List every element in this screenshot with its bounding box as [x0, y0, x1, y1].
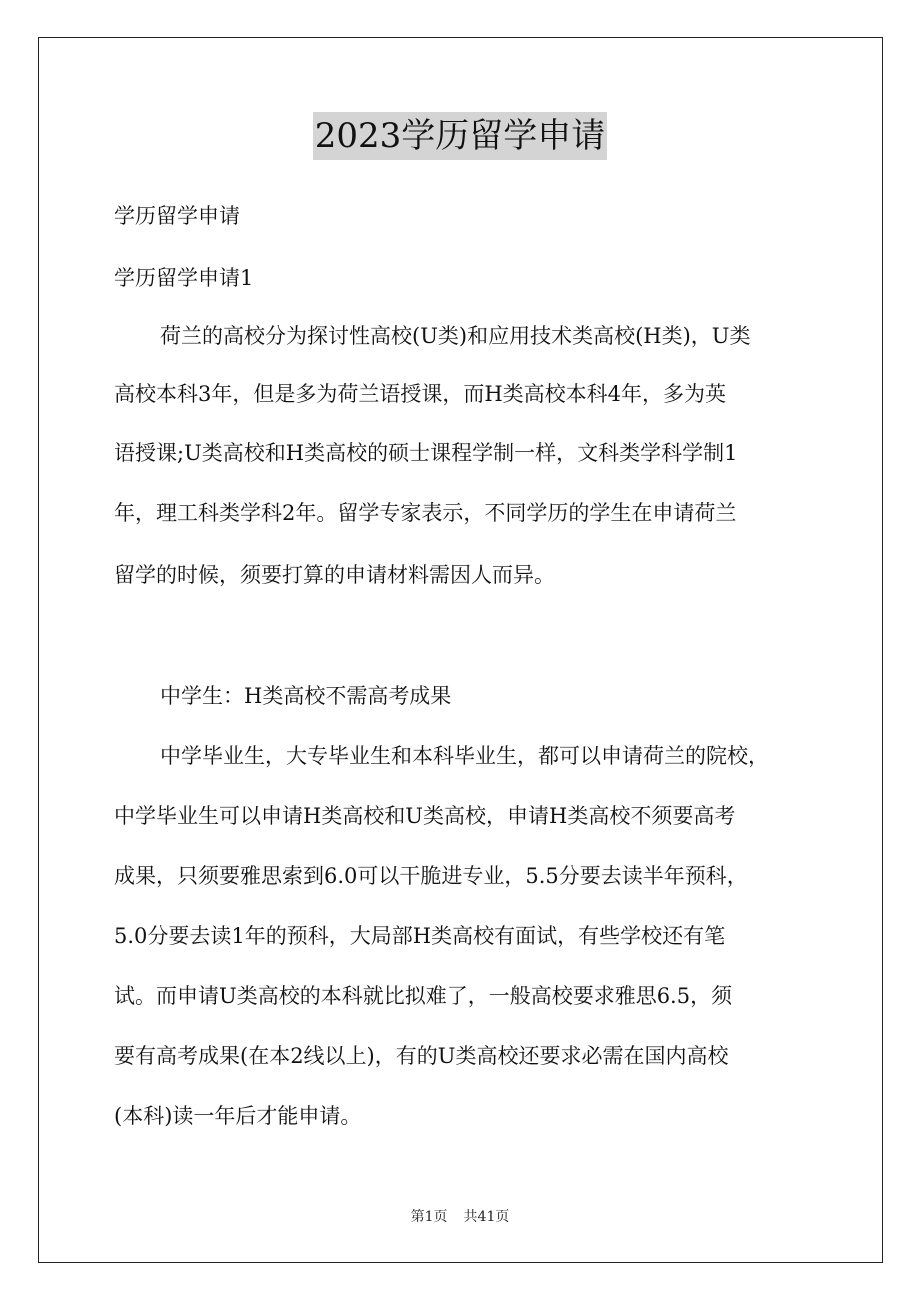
- subheading: 中学生：H类高校不需高考成果: [160, 684, 452, 708]
- paragraph2-line: 成果，只须要雅思索到6.0可以干脆进专业，5.5分要去读半年预科，: [114, 864, 748, 888]
- paragraph2-line: (本科)读一年后才能申请。: [114, 1104, 362, 1128]
- paragraph2-line: 要有高考成果(在本2线以上)，有的U类高校还要求必需在国内高校: [114, 1044, 729, 1068]
- paragraph2-line: 中学毕业生，大专毕业生和本科毕业生，都可以申请荷兰的院校，: [160, 744, 769, 768]
- paragraph2-line: 中学毕业生可以申请H类高校和U类高校，申请H类高校不须要高考: [114, 804, 736, 828]
- paragraph1-line: 荷兰的高校分为探讨性高校(U类)和应用技术类高校(H类)，U类: [160, 324, 751, 348]
- page-footer: [0, 1206, 920, 1226]
- paragraph2-line: 5.0分要去读1年的预科，大局部H类高校有面试，有些学校还有笔: [114, 924, 726, 948]
- paragraph1-line: 高校本科3年，但是多为荷兰语授课，而H类高校本科4年，多为英: [114, 382, 727, 406]
- paragraph1-line: 年，理工科类学科2年。留学专家表示，不同学历的学生在申请荷兰: [114, 501, 737, 525]
- document-title: 2023学历留学申请: [313, 112, 608, 160]
- paragraph1-line: 留学的时候，须要打算的申请材料需因人而异。: [114, 563, 555, 587]
- document-subtitle: 学历留学申请: [114, 204, 240, 228]
- page-total: 共41页: [463, 1209, 510, 1225]
- paragraph2-line: 试。而申请U类高校的本科就比拟难了，一般高校要求雅思6.5，须: [114, 984, 733, 1008]
- page-number: 第1页: [410, 1209, 448, 1225]
- paragraph1-line: 语授课;U类高校和H类高校的硕士课程学制一样，文科类学科学制1: [114, 441, 738, 465]
- section-heading: 学历留学申请1: [114, 266, 254, 290]
- title-container: [0, 112, 920, 160]
